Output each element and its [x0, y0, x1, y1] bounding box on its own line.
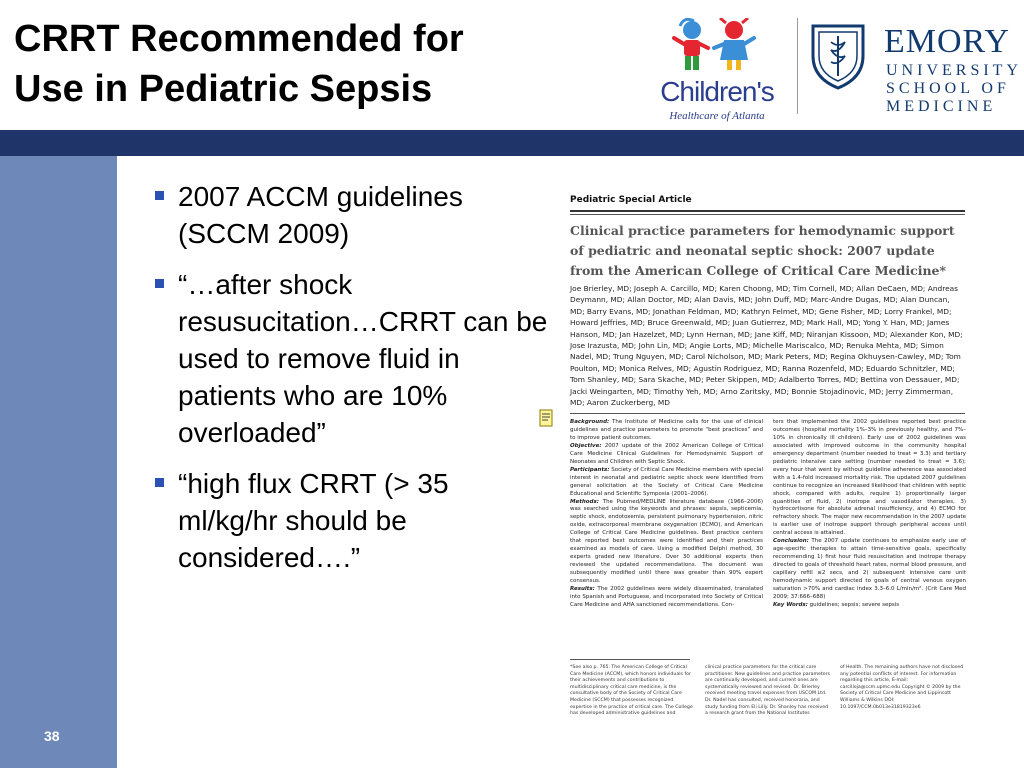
- abstract-left-column: [570, 419, 763, 610]
- abstract-label: Objective:: [570, 442, 602, 449]
- bullet-text: “…after shock resusucitation…CRRT can be used to remove fluid in patients who are 10% overloaded”: [178, 269, 548, 448]
- abstract-label: Conclusion:: [773, 538, 809, 545]
- abstract-right-column: [773, 419, 966, 610]
- note-icon: [539, 409, 553, 427]
- emory-school-of-text: SCHOOL OF: [886, 80, 1010, 97]
- children-figures-icon: [650, 18, 780, 78]
- slide-header: [0, 0, 1024, 130]
- square-bullet-icon: [155, 478, 164, 487]
- abstract-paragraph: Participants: Society of Critical Care Medicine members with special interest in neonatal and pediatric septic shock were identified from general solicitation at the Society of Critical Care Medicine Educational and Scientific Symposia (2001–2006).: [570, 466, 763, 497]
- childrens-logo-text: Children's: [660, 76, 774, 107]
- slide-title: [14, 14, 464, 114]
- bullet-item: [150, 178, 550, 252]
- article-excerpt-image: [555, 185, 973, 750]
- footnote-rule: [570, 659, 690, 660]
- abstract-label: Key Words:: [773, 601, 808, 608]
- article-rule: [570, 214, 965, 215]
- bullet-list: [150, 178, 550, 590]
- abstract-paragraph: Results: The 2002 guidelines were widely disseminated, translated into Spanish and Portuguese, and incorporated into Society of Critical Care Medicine and AHA sanctioned recommendations. Con-: [570, 586, 763, 608]
- article-rule: [570, 210, 965, 212]
- title-line-2: Use in Pediatric Sepsis: [14, 68, 433, 110]
- abstract-paragraph: Key Words: guidelines; sepsis; severe sepsis: [773, 601, 900, 608]
- article-title: Clinical practice parameters for hemodynamic support of pediatric and neonatal septic shock: 2007 update from the American College of Critical Care Medicine*: [570, 223, 955, 278]
- abstract-label: Background:: [570, 419, 610, 425]
- abstract-paragraph: Conclusion: The 2007 update continues to emphasize early use of age-specific therapies to attain time-sensitive goals, specifically recommending 1) first hour fluid resuscitation and inotrope therapy directed to goals of threshold heart rates, normal blood pressure, and capillary refill ≤2 secs, and 2) subsequent intensive care unit hemodynamic support directed to goals of central venous oxygen saturation >70% and cardiac index 3.3–6.0 L/min/m². (Crit Care Med 2009; 37:666–688): [773, 538, 966, 600]
- emory-university-text: UNIVERSITY: [886, 62, 1022, 79]
- slide-number: 38: [44, 728, 60, 744]
- abstract-label: Methods:: [570, 498, 599, 505]
- footnote-column-1: *See also p. 765. The American College of Critical Care Medicine (ACCM), which honors individuals for their achievements and contributions to multidisciplinary critical care medicine, is the consultative body of the Society of Critical Care Medicine (SCCM) that possesses recognized expertise in the practice of critical care. The College has developed administrative guidelines and: [570, 665, 693, 717]
- bullet-item: [150, 266, 550, 451]
- abstract-paragraph: Background: The Institute of Medicine calls for the use of clinical guidelines and practice parameters to promote “best practices” and to improve patient outcomes.: [570, 419, 763, 441]
- article-rule: [570, 413, 965, 414]
- bullet-text: “high flux CRRT (> 35 ml/kg/hr should be considered….”: [178, 468, 449, 573]
- square-bullet-icon: [155, 191, 164, 200]
- square-bullet-icon: [155, 279, 164, 288]
- emory-shield-icon: [809, 22, 867, 92]
- abstract-label: Results:: [570, 586, 595, 593]
- footnote-column-2: clinical practice parameters for the critical care practitioner. New guidelines and practice parameters are continually developed, and current ones are systematically reviewed and revised. Dr. Brierley received meeting travel expenses from USCOM Ltd. Dr. Nadel has consulted, received honoraria, and study funding from Eli Lilly. Dr. Shanley has received a research grant from the National Institutes: [705, 665, 830, 717]
- emory-medicine-text: MEDICINE: [886, 98, 997, 115]
- abstract-label: Participants:: [570, 466, 610, 473]
- title-line-1: CRRT Recommended for: [14, 18, 464, 60]
- logo-divider: [797, 18, 798, 114]
- header-band: [0, 130, 1024, 156]
- childrens-healthcare-logo: [650, 18, 780, 120]
- article-authors: Joe Brierley, MD; Joseph A. Carcillo, MD; Karen Choong, MD; Tim Cornell, MD; Allan DeCaen, MD; Andreas Deymann, MD; Allan Doctor, MD; Alan Davis, MD; John Duff, MD; Marc-Andre Dugas, MD; Alan Duncan, MD; Barry Evans, MD; Jonathan Feldman, MD; Kathryn Felmet, MD; Gene Fisher, MD; Lorry Frankel, MD; Howard Jeffries, MD; Bruce Greenwald, MD; Juan Gutierrez, MD; Mark Hall, MD; Yong Y. Han, MD; James Hanson, MD; Jan Hazelzet, MD; Lynn Hernan, MD; Jane Kiff, MD; Niranjan Kissoon, MD; Alexander Kon, MD; Jose Irazusta, MD; John Lin, MD; Angie Lorts, MD; Michelle Mariscalco, MD; Renuka Mehta, MD; Simon Nadel, MD; Trung Nguyen, MD; Carol Nicholson, MD; Mark Peters, MD; Regina Okhuysen-Cawley, MD; Tom Poulton, MD; Monica Relves, MD; Agustin Rodriguez, MD; Ranna Rozenfeld, MD; Eduardo Schnitzler, MD; Tom Shanley, MD; Sara Skache, MD; Peter Skippen, MD; Adalberto Torres, MD; Bettina von Dessauer, MD; Jacki Weingarten, MD; Timothy Yeh, MD; Arno Zaritsky, MD; Bonnie Stojadinovic, MD; Jerry Zimmerman, MD; Aaron Zuckerberg, MD: [570, 284, 963, 408]
- footnote-column-3: of Health. The remaining authors have not disclosed any potential conflicts of interest. For information regarding this article, E-mail: carcilloja@ccm.upmc.edu Copyright © 2009 by the Society of Critical Care Medicine and Lippincott Williams & Wilkins DOI: 10.1097/CCM.0b013e31819323e6: [840, 665, 964, 710]
- bullet-item: [150, 465, 550, 576]
- childrens-logo-subtext: Healthcare of Atlanta: [669, 110, 765, 122]
- bullet-text: 2007 ACCM guidelines (SCCM 2009): [178, 181, 463, 249]
- article-kicker: Pediatric Special Article: [570, 195, 692, 205]
- abstract-paragraph: Methods: The Pubmed/MEDLINE literature database (1966–2006) was searched using the keywords and phrases: sepsis, septicemia, septic shock, endotoxemia, persistent pulmonary hypertension, nitric oxide, extracorporeal membrane oxygenation (ECMO), and American College of Critical Care Medicine guidelines. Best practice centers that reported best outcomes were identified and their practices examined as models of care. Using a modified Delphi method, 30 experts graded new literature. Over 30 additional experts then reviewed the updated recommendations. The document was subsequently modified until there was greater than 90% expert consensus.: [570, 498, 763, 585]
- abstract-paragraph: ters that implemented the 2002 guidelines reported best practice outcomes (hospital mortality 1%–3% in previously healthy, and 7%–10% in chronically ill children). Early use of 2002 guidelines was associated with improved outcome in the community hospital emergency department (number needed to treat = 3.3) and tertiary pediatric intensive care setting (number needed to treat = 3.6); every hour that went by without guideline adherence was associated with a 1.4-fold increased mortality risk. The updated 2007 guidelines continue to recognize an increased likelihood that children with septic shock, compared with adults, require 1) proportionally larger quantities of fluid, 2) inotrope and vasodilator therapies, 3) hydrocortisone for absolute adrenal insufficiency, and 4) ECMO for refractory shock. The major new recommendation in the 2007 update is earlier use of inotrope support through peripheral access until central access is attained.: [773, 419, 966, 537]
- left-sidebar: [0, 156, 117, 768]
- abstract-paragraph: Objective: 2007 update of the 2002 American College of Critical Care Medicine Clinical Guidelines for Hemodynamic Support of Neonates and Children with Septic Shock.: [570, 442, 763, 465]
- emory-logo-text: EMORY: [884, 23, 1010, 60]
